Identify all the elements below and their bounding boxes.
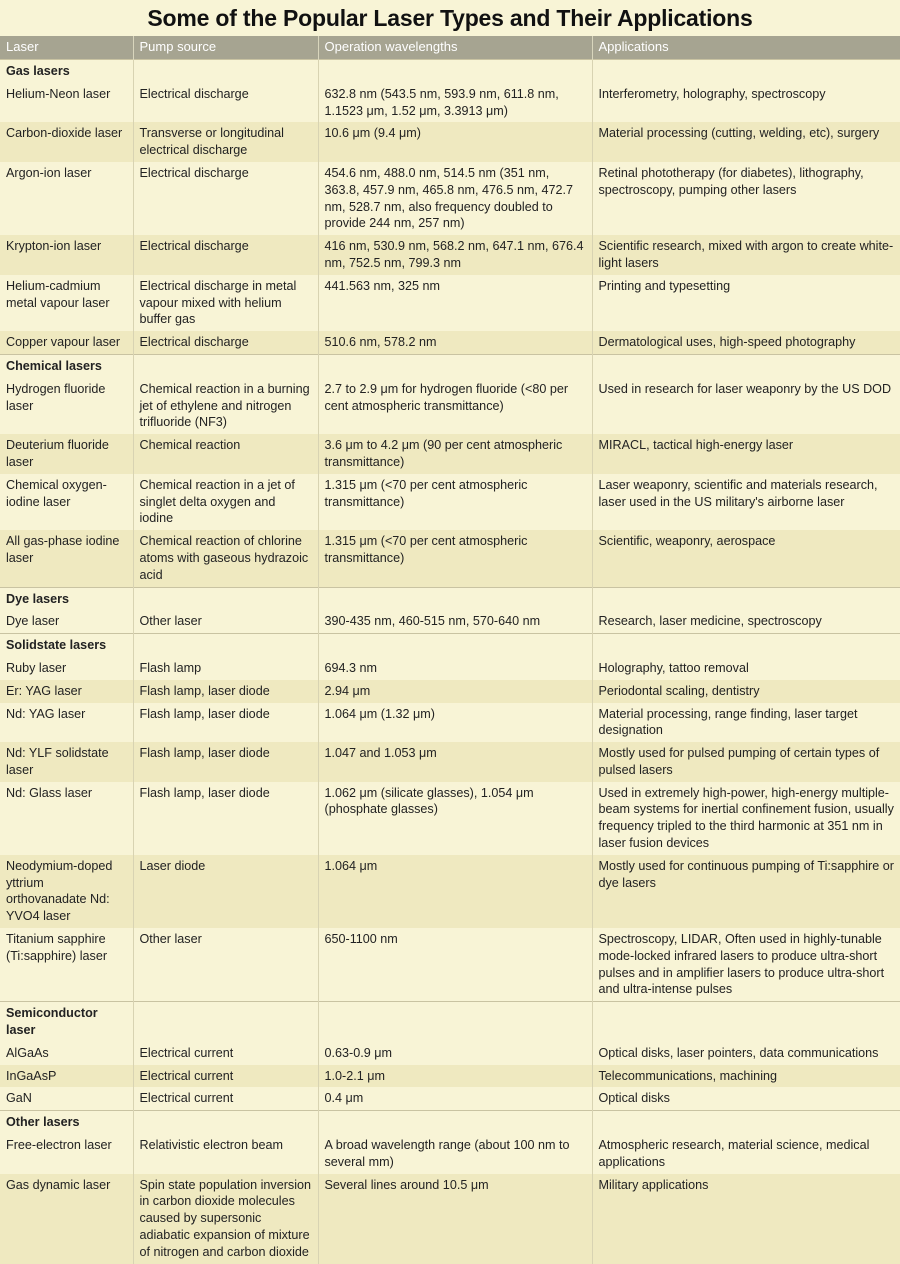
applications-cell: MIRACL, tactical high-energy laser xyxy=(592,434,900,474)
wavelength-cell: 632.8 nm (543.5 nm, 593.9 nm, 611.8 nm, 1.1523 μm, 1.52 μm, 3.3913 μm) xyxy=(318,83,592,123)
pump-source-cell: Laser diode xyxy=(133,855,318,928)
section-title: Dye lasers xyxy=(0,587,133,610)
column-header-laser: Laser xyxy=(0,36,133,60)
section-spacer-cell xyxy=(592,1002,900,1042)
table-row xyxy=(0,530,900,587)
wavelength-cell: 1.064 μm (1.32 μm) xyxy=(318,703,592,743)
pump-source-cell: Relativistic electron beam xyxy=(133,1134,318,1174)
table-row xyxy=(0,378,900,434)
pump-source-cell: Flash lamp xyxy=(133,657,318,680)
table-row xyxy=(0,331,900,354)
table-row xyxy=(0,855,900,928)
table-row xyxy=(0,782,900,855)
laser-cell: Neodymium-doped yttrium orthovanadate Nd: YVO4 laser xyxy=(0,855,133,928)
section-spacer-cell xyxy=(592,354,900,377)
table-row xyxy=(0,474,900,530)
wavelength-cell: 1.062 μm (silicate glasses), 1.054 μm (phosphate glasses) xyxy=(318,782,592,855)
wavelength-cell: 1.047 and 1.053 μm xyxy=(318,742,592,782)
wavelength-cell: 3.6 μm to 4.2 μm (90 per cent atmospheric transmittance) xyxy=(318,434,592,474)
wavelength-cell: 650-1100 nm xyxy=(318,928,592,1002)
section-header-row xyxy=(0,634,900,657)
section-spacer-cell xyxy=(318,1111,592,1134)
applications-cell: Research, laser medicine, spectroscopy xyxy=(592,610,900,633)
laser-cell: Chemical oxygen-iodine laser xyxy=(0,474,133,530)
table-row xyxy=(0,1042,900,1065)
applications-cell: Holography, tattoo removal xyxy=(592,657,900,680)
section-title: Gas lasers xyxy=(0,60,133,83)
wavelength-cell: 441.563 nm, 325 nm xyxy=(318,275,592,331)
section-spacer-cell xyxy=(133,1002,318,1042)
applications-cell: Telecommunications, machining xyxy=(592,1065,900,1088)
wavelength-cell: 454.6 nm, 488.0 nm, 514.5 nm (351 nm, 363.8, 457.9 nm, 465.8 nm, 476.5 nm, 472.7 nm, 528.7 nm, also frequency doubled to provide 244 nm, 257 nm) xyxy=(318,162,592,235)
laser-cell: InGaAsP xyxy=(0,1065,133,1088)
laser-cell: Free-electron laser xyxy=(0,1134,133,1174)
pump-source-cell: Chemical reaction in a jet of singlet delta oxygen and iodine xyxy=(133,474,318,530)
table-row xyxy=(0,275,900,331)
pump-source-cell: Electrical current xyxy=(133,1065,318,1088)
applications-cell: Material processing, range finding, laser target designation xyxy=(592,703,900,743)
laser-cell: AlGaAs xyxy=(0,1042,133,1065)
laser-cell: Nd: YLF solidstate laser xyxy=(0,742,133,782)
section-spacer-cell xyxy=(133,60,318,83)
table-header-row xyxy=(0,36,900,60)
applications-cell: Spectroscopy, LIDAR, Often used in highly-tunable mode-locked infrared lasers to produce ultra-short pulses and in amplifier lasers to produce ultra-short and ultra-intense pulses xyxy=(592,928,900,1002)
applications-cell: Optical disks, laser pointers, data communications xyxy=(592,1042,900,1065)
table-row xyxy=(0,235,900,275)
pump-source-cell: Electrical discharge xyxy=(133,235,318,275)
laser-cell: Deuterium fluoride laser xyxy=(0,434,133,474)
section-title: Semiconductor laser xyxy=(0,1002,133,1042)
wavelength-cell: 1.064 μm xyxy=(318,855,592,928)
wavelength-cell: 694.3 nm xyxy=(318,657,592,680)
laser-cell: GaN xyxy=(0,1087,133,1110)
section-spacer-cell xyxy=(133,354,318,377)
section-spacer-cell xyxy=(592,587,900,610)
pump-source-cell: Electrical discharge xyxy=(133,331,318,354)
table-row xyxy=(0,162,900,235)
applications-cell: Optical disks xyxy=(592,1087,900,1110)
wavelength-cell: 0.63-0.9 μm xyxy=(318,1042,592,1065)
table-row xyxy=(0,703,900,743)
table-row xyxy=(0,928,900,1002)
applications-cell: Laser weaponry, scientific and materials research, laser used in the US military's airborne laser xyxy=(592,474,900,530)
pump-source-cell: Other laser xyxy=(133,610,318,633)
column-header-operation-wavelengths: Operation wavelengths xyxy=(318,36,592,60)
wavelength-cell: 416 nm, 530.9 nm, 568.2 nm, 647.1 nm, 676.4 nm, 752.5 nm, 799.3 nm xyxy=(318,235,592,275)
pump-source-cell: Electrical discharge in metal vapour mixed with helium buffer gas xyxy=(133,275,318,331)
section-header-row xyxy=(0,1002,900,1042)
applications-cell: Mostly used for pulsed pumping of certain types of pulsed lasers xyxy=(592,742,900,782)
pump-source-cell: Flash lamp, laser diode xyxy=(133,742,318,782)
laser-cell: Hydrogen fluoride laser xyxy=(0,378,133,434)
wavelength-cell: 390-435 nm, 460-515 nm, 570-640 nm xyxy=(318,610,592,633)
wavelength-cell: 2.7 to 2.9 μm for hydrogen fluoride (<80 per cent atmospheric transmittance) xyxy=(318,378,592,434)
pump-source-cell: Transverse or longitudinal electrical discharge xyxy=(133,122,318,162)
laser-cell: Er: YAG laser xyxy=(0,680,133,703)
table-row xyxy=(0,1065,900,1088)
laser-types-table xyxy=(0,36,900,1264)
laser-cell: Carbon-dioxide laser xyxy=(0,122,133,162)
wavelength-cell: 0.4 μm xyxy=(318,1087,592,1110)
applications-cell: Atmospheric research, material science, medical applications xyxy=(592,1134,900,1174)
laser-cell: Helium-Neon laser xyxy=(0,83,133,123)
page-title: Some of the Popular Laser Types and Their Applications xyxy=(147,5,753,31)
table-row xyxy=(0,1174,900,1264)
table-row xyxy=(0,434,900,474)
wavelength-cell: A broad wavelength range (about 100 nm to several mm) xyxy=(318,1134,592,1174)
column-header-pump-source: Pump source xyxy=(133,36,318,60)
applications-cell: Interferometry, holography, spectroscopy xyxy=(592,83,900,123)
laser-cell: Gas dynamic laser xyxy=(0,1174,133,1264)
laser-cell: Titanium sapphire (Ti:sapphire) laser xyxy=(0,928,133,1002)
pump-source-cell: Chemical reaction xyxy=(133,434,318,474)
section-header-row xyxy=(0,1111,900,1134)
applications-cell: Dermatological uses, high-speed photography xyxy=(592,331,900,354)
section-title: Solidstate lasers xyxy=(0,634,133,657)
laser-cell: Nd: Glass laser xyxy=(0,782,133,855)
laser-cell: Dye laser xyxy=(0,610,133,633)
section-spacer-cell xyxy=(592,60,900,83)
table-row xyxy=(0,742,900,782)
wavelength-cell: 2.94 μm xyxy=(318,680,592,703)
section-spacer-cell xyxy=(133,587,318,610)
section-spacer-cell xyxy=(318,1002,592,1042)
laser-cell: Ruby laser xyxy=(0,657,133,680)
pump-source-cell: Spin state population inversion in carbon dioxide molecules caused by supersonic adiabatic expansion of mixture of nitrogen and carbon dioxide xyxy=(133,1174,318,1264)
section-spacer-cell xyxy=(133,1111,318,1134)
section-spacer-cell xyxy=(592,634,900,657)
pump-source-cell: Flash lamp, laser diode xyxy=(133,680,318,703)
section-title: Chemical lasers xyxy=(0,354,133,377)
section-spacer-cell xyxy=(318,587,592,610)
applications-cell: Printing and typesetting xyxy=(592,275,900,331)
table-row xyxy=(0,680,900,703)
laser-cell: Copper vapour laser xyxy=(0,331,133,354)
wavelength-cell: Several lines around 10.5 μm xyxy=(318,1174,592,1264)
wavelength-cell: 510.6 nm, 578.2 nm xyxy=(318,331,592,354)
applications-cell: Scientific research, mixed with argon to create white-light lasers xyxy=(592,235,900,275)
wavelength-cell: 1.315 μm (<70 per cent atmospheric transmittance) xyxy=(318,474,592,530)
table-row xyxy=(0,1087,900,1110)
applications-cell: Used in research for laser weaponry by the US DOD xyxy=(592,378,900,434)
section-spacer-cell xyxy=(133,634,318,657)
table-row xyxy=(0,610,900,633)
pump-source-cell: Electrical current xyxy=(133,1042,318,1065)
table-row xyxy=(0,122,900,162)
section-spacer-cell xyxy=(318,354,592,377)
wavelength-cell: 1.0-2.1 μm xyxy=(318,1065,592,1088)
pump-source-cell: Electrical discharge xyxy=(133,83,318,123)
section-header-row xyxy=(0,587,900,610)
pump-source-cell: Chemical reaction in a burning jet of ethylene and nitrogen trifluoride (NF3) xyxy=(133,378,318,434)
pump-source-cell: Chemical reaction of chlorine atoms with gaseous hydrazoic acid xyxy=(133,530,318,587)
applications-cell: Mostly used for continuous pumping of Ti:sapphire or dye lasers xyxy=(592,855,900,928)
section-spacer-cell xyxy=(318,60,592,83)
applications-cell: Used in extremely high-power, high-energy multiple-beam systems for inertial confinement fusion, usually frequency tripled to the third harmonic at 351 nm in laser fusion devices xyxy=(592,782,900,855)
pump-source-cell: Other laser xyxy=(133,928,318,1002)
applications-cell: Retinal phototherapy (for diabetes), lithography, spectroscopy, pumping other lasers xyxy=(592,162,900,235)
applications-cell: Material processing (cutting, welding, etc), surgery xyxy=(592,122,900,162)
pump-source-cell: Electrical discharge xyxy=(133,162,318,235)
table-row xyxy=(0,657,900,680)
section-header-row xyxy=(0,60,900,83)
table-row xyxy=(0,83,900,123)
section-spacer-cell xyxy=(318,634,592,657)
pump-source-cell: Electrical current xyxy=(133,1087,318,1110)
applications-cell: Scientific, weaponry, aerospace xyxy=(592,530,900,587)
wavelength-cell: 1.315 μm (<70 per cent atmospheric transmittance) xyxy=(318,530,592,587)
laser-cell: All gas-phase iodine laser xyxy=(0,530,133,587)
applications-cell: Military applications xyxy=(592,1174,900,1264)
section-header-row xyxy=(0,354,900,377)
table-row xyxy=(0,1134,900,1174)
column-header-applications: Applications xyxy=(592,36,900,60)
laser-cell: Argon-ion laser xyxy=(0,162,133,235)
laser-cell: Krypton-ion laser xyxy=(0,235,133,275)
applications-cell: Periodontal scaling, dentistry xyxy=(592,680,900,703)
pump-source-cell: Flash lamp, laser diode xyxy=(133,703,318,743)
laser-cell: Helium-cadmium metal vapour laser xyxy=(0,275,133,331)
section-spacer-cell xyxy=(592,1111,900,1134)
wavelength-cell: 10.6 μm (9.4 μm) xyxy=(318,122,592,162)
laser-cell: Nd: YAG laser xyxy=(0,703,133,743)
section-title: Other lasers xyxy=(0,1111,133,1134)
table-body xyxy=(0,60,900,1264)
pump-source-cell: Flash lamp, laser diode xyxy=(133,782,318,855)
